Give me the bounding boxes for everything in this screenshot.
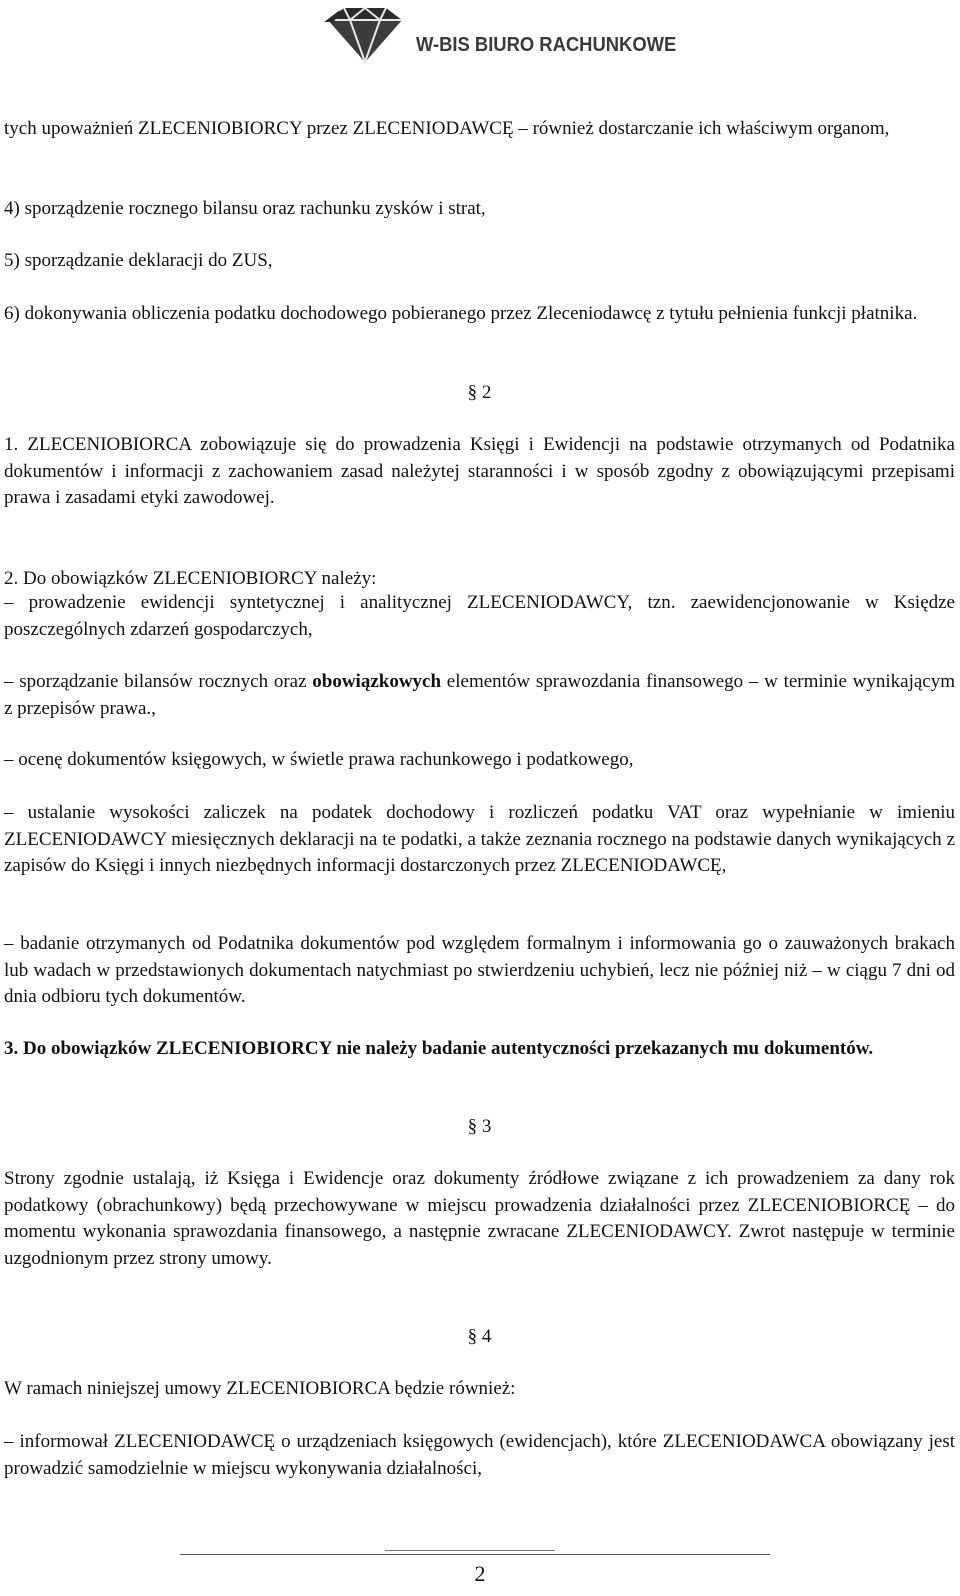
section-heading-2: § 2 [467,382,492,403]
section3-paragraph: Strony zgodnie ustalają, iż Księga i Ewidencje oraz dokumenty źródłowe związane z ich prowadzeniem za dany rok podatkowy (obrachunkowy) będą przechowywane w miejscu prowadzenia działalności przez ZLECENIOBIORCĘ – do momentu wykonania sprawozdania finansowego, a następnie zwracane ZLECENIODAWCY. Zwrot następuje w terminie uzgodnionym przez strony umowy. [4,1168,955,1269]
footer-divider [180,1554,770,1555]
section2-point1: 1. ZLECENIOBIORCA zobowiązuje się do prowadzenia Księgi i Ewidencji na podstawie otrzymanych od Podatnika dokumentów i informacji z zachowaniem zasad należytej staranności i w sposób zgodny z obowiązującymi przepisami prawa i zasadami etyki zawodowej. [4,434,955,508]
section-heading-3: § 3 [467,1116,492,1137]
section2-point2: 2. Do obowiązków ZLECENIOBIORCY należy: [4,568,377,589]
company-logo [320,6,677,64]
section4-duty: – informował ZLECENIODAWCĘ o urządzeniach księgowych (ewidencjach), które ZLECENIODAWCA obowiązany jest prowadzić samodzielnie w miejscu wykonywania działalności, [4,1431,955,1479]
duty-evaluation: – ocenę dokumentów księgowych, w świetle prawa rachunkowego i podatkowego, [4,749,634,770]
list-item-4: 4) sporządzenie rocznego bilansu oraz rachunku zysków i strat, [4,198,486,219]
intro-paragraph: tych upoważnień ZLECENIOBIORCY przez ZLECENIODAWCĘ – również dostarczanie ich właściwym organom, [4,118,890,139]
footer-divider-short [385,1550,555,1551]
page-number: 2 [474,1561,486,1586]
duty-verification: – badanie otrzymanych od Podatnika dokumentów pod względem formalnym i informowania go o zauważonych brakach lub wadach w przedstawionych dokumentach natychmiast po stwierdzeniu uchybień, lecz nie później niż – w ciągu 7 dni od dnia odbioru tych dokumentów. [4,933,955,1007]
duty-ledger: – prowadzenie ewidencji syntetycznej i analitycznej ZLECENIODAWCY, tzn. zaewidencjonowanie w Księdze poszczególnych zdarzeń gospodarczych, [4,592,955,640]
list-item-6: 6) dokonywania obliczenia podatku dochodowego pobieranego przez Zleceniodawcę z tytułu pełnienia funkcji płatnika. [4,303,918,324]
section4-intro: W ramach niniejszej umowy ZLECENIOBIORCA będzie również: [4,1378,516,1399]
section2-point3: 3. Do obowiązków ZLECENIOBIORCY nie należy badanie autentyczności przekazanych mu dokumentów. [4,1038,874,1059]
list-item-5: 5) sporządzanie deklaracji do ZUS, [4,250,273,271]
duty-balance: – sporządzanie bilansów rocznych oraz obowiązkowych elementów sprawozdania finansowego – w terminie wynikającym z przepisów prawa., [4,671,955,719]
logo-text: W-BIS BIURO RACHUNKOWE [416,34,677,56]
section-heading-4: § 4 [467,1326,492,1347]
duty-taxes: – ustalanie wysokości zaliczek na podatek dochodowy i rozliczeń podatku VAT oraz wypełnianie w imieniu ZLECENIODAWCY miesięcznych deklaracji na te podatki, a także zeznania rocznego na podstawie danych wynikających z zapisów do Księgi i innych niezbędnych informacji dostarczonych przez ZLECENIODAWCĘ, [4,802,955,876]
diamond-logo-icon [320,6,410,64]
